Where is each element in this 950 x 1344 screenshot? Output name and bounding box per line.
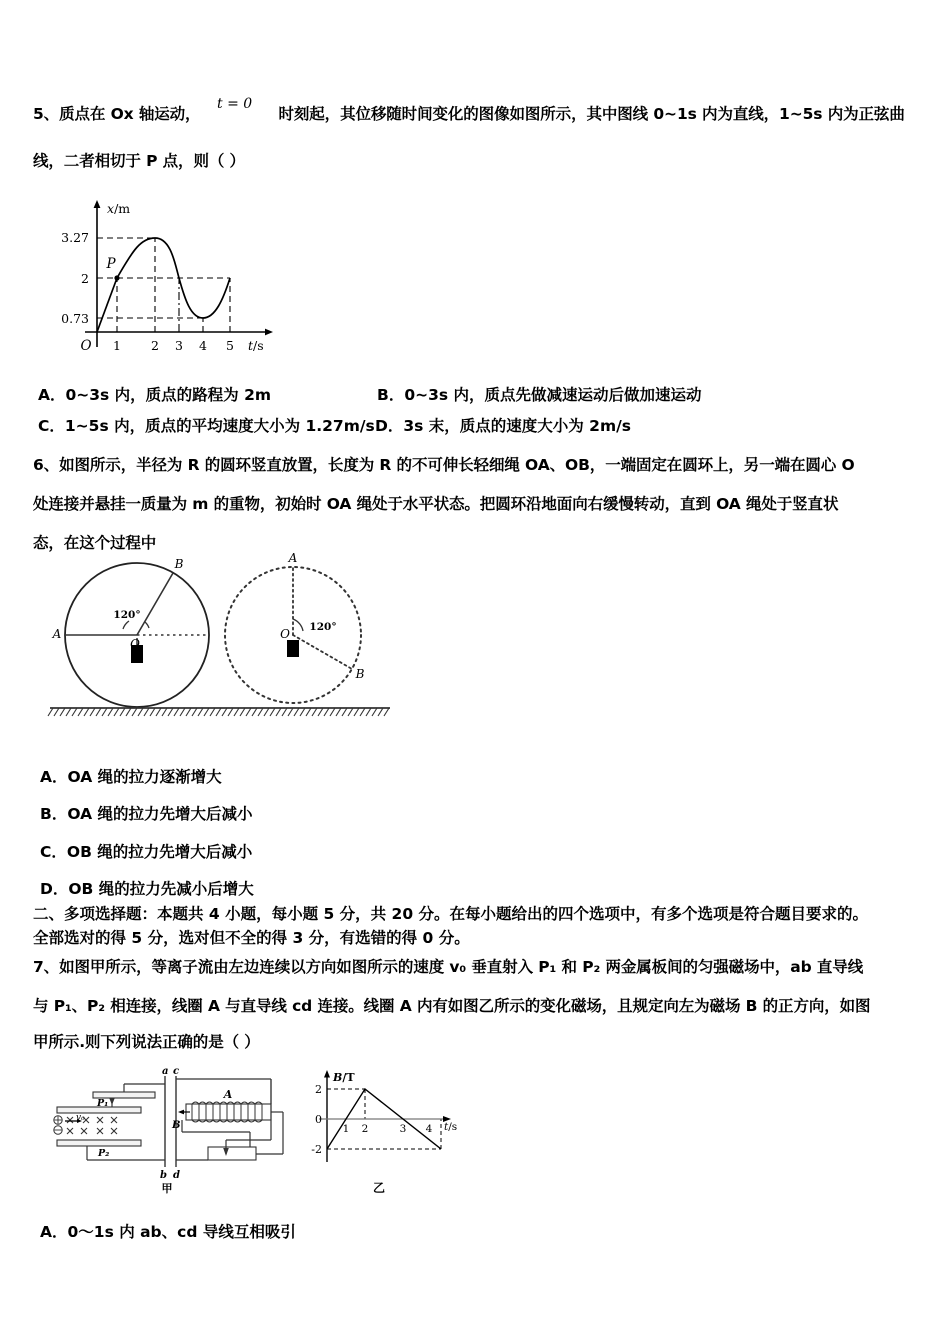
question-6-option-b-label: B． [40,805,68,823]
svg-text:B: B [355,667,365,681]
svg-text:O: O [130,637,140,651]
svg-text:4: 4 [425,1123,433,1135]
ground-line [48,708,390,716]
question-5-option-d-label: D． [375,417,404,435]
question-5-option-d [375,414,631,436]
svg-text:t/s: t/s [444,1121,458,1133]
question-6-option-b [40,802,252,824]
question-6-stem-line3: 态，在这个过程中 [33,534,157,552]
question-6-option-d-label: D． [40,880,69,898]
question-5-option-a-text: 0~3s 内，质点的路程为 2m [65,386,272,404]
svg-text:A: A [223,1088,233,1101]
question-6-option-d [40,877,254,899]
charge-symbols [54,1116,62,1134]
svg-text:B: B [174,557,184,571]
svg-text:120°: 120° [113,609,141,621]
question-6-option-c [40,840,252,862]
question-5-number: 5、 [33,105,60,123]
question-7-option-a-text: 0～1s 内 ab、cd 导线互相吸引 [67,1223,296,1241]
svg-text:0.73: 0.73 [61,311,89,326]
question-5-option-c [38,414,375,436]
section-2-heading-line1: 二、多项选择题：本题共 4 小题，每小题 5 分，共 20 分。在每小题给出的四个选项中，有多个选项是符合题目要求的。 [33,905,869,923]
svg-text:乙: 乙 [372,1181,386,1195]
question-5-option-c-label: C． [38,417,65,435]
question-5-option-c-text: 1~5s 内，质点的平均速度大小为 1.27m/s [64,417,375,435]
magnetic-field-crosses [67,1117,117,1134]
question-7-option-a-label: A． [40,1223,68,1241]
question-6-option-d-text: OB 绳的拉力先减小后增大 [68,880,254,898]
svg-text:b: b [160,1170,167,1181]
question-5-option-d-text: 3s 末，质点的速度大小为 2m/s [403,417,632,435]
displacement-time-figure [45,192,335,367]
ring-and-ropes-figure [45,552,395,727]
svg-text:P₁: P₁ [97,1098,109,1109]
question-6-stem-line1-text: 如图所示，半径为 R 的圆环竖直放置，长度为 R 的不可伸长轻细绳 OA、OB，一端固定在圆环上，另一端在圆心 O [59,456,855,474]
svg-text:2: 2 [315,1083,322,1096]
svg-text:120°: 120° [309,621,337,633]
svg-text:B/T: B/T [333,1071,355,1084]
question-7-stem-line3: 甲所示.则下列说法正确的是（ ） [33,1033,260,1051]
svg-text:P₂: P₂ [98,1148,110,1159]
svg-text:O: O [80,338,92,354]
svg-text:3.27: 3.27 [61,230,89,245]
question-5-formula-t-equals-zero: t = 0 [217,96,253,112]
svg-text:v₀: v₀ [76,1113,85,1123]
question-7-stem-line1-text: 如图甲所示，等离子流由左边连续以方向如图所示的速度 v₀ 垂直射入 P₁ 和 P₂ 两金属板间的匀强磁场中，ab 直导线 [59,958,864,976]
svg-text:1: 1 [342,1123,350,1135]
svg-text:c: c [173,1066,180,1077]
svg-text:A: A [288,551,298,565]
question-6-stem-line2: 处连接并悬挂一质量为 m 的重物，初始时 OA 绳处于水平状态。把圆环沿地面向右缓慢转动，直到 OA 绳处于竖直状 [33,495,839,513]
question-5-stem-part2: 时刻起，其位移随时间变化的图像如图所示，其中图线 0~1s 内为直线，1~5s 内为正弦曲 [278,105,905,123]
svg-text:2: 2 [151,338,159,353]
right-weight-block [287,640,299,657]
svg-text:0: 0 [315,1113,322,1126]
question-6-number: 6、 [33,456,60,474]
plasma-circuit-and-field-figure [45,1062,458,1197]
question-5-option-b [377,383,702,405]
svg-text:t/s: t/s [248,338,264,353]
svg-text:2: 2 [81,271,89,286]
rheostat [208,1147,256,1160]
question-7-stem-line2: 与 P₁、P₂ 相连接，线圈 A 与直导线 cd 连接。线圈 A 内有如图乙所示的变化磁场，且规定向左为磁场 B 的正方向，如图 [33,997,871,1015]
svg-text:3: 3 [175,338,183,353]
question-6-stem-line1 [33,456,855,475]
question-5-stem-line2: 线，二者相切于 P 点，则（ ） [33,152,245,170]
question-5-option-a-label: A． [38,386,66,404]
svg-text:a: a [162,1066,169,1077]
svg-text:5: 5 [226,338,234,353]
question-5-option-a [38,383,271,405]
plate-p2 [57,1140,141,1146]
svg-text:1: 1 [113,338,121,353]
section-2-heading-line2: 全部选对的得 5 分，选对但不全的得 3 分，有选错的得 0 分。 [33,929,470,947]
question-6-option-a-label: A． [40,768,68,786]
svg-text:x/m: x/m [107,201,131,216]
question-6-option-b-text: OA 绳的拉力先增大后减小 [67,805,253,823]
question-5-option-b-text: 0~3s 内，质点先做减速运动后做加速运动 [404,386,702,404]
svg-text:A: A [52,627,62,641]
svg-text:d: d [173,1170,180,1181]
svg-text:2: 2 [361,1123,369,1135]
question-7-option-a [40,1220,296,1242]
svg-text:3: 3 [399,1123,407,1135]
question-6-option-a-text: OA 绳的拉力逐渐增大 [67,768,222,786]
magnetic-field-time-graph [311,1070,457,1195]
question-5-option-b-label: B． [377,386,405,404]
question-5-stem-part1: 质点在 Ox 轴运动， [59,105,201,123]
question-7-stem-line1 [33,958,863,977]
svg-text:O: O [280,627,290,641]
svg-text:4: 4 [199,338,207,353]
question-6-option-c-text: OB 绳的拉力先增大后减小 [66,843,253,861]
svg-text:P: P [106,256,116,272]
question-6-option-a [40,765,222,787]
question-5-stem-line1 [33,105,905,124]
svg-text:B: B [172,1120,181,1131]
question-6-option-c-label: C． [40,843,67,861]
svg-text:-2: -2 [311,1143,322,1156]
svg-text:甲: 甲 [161,1182,173,1195]
question-7-number: 7、 [33,958,60,976]
